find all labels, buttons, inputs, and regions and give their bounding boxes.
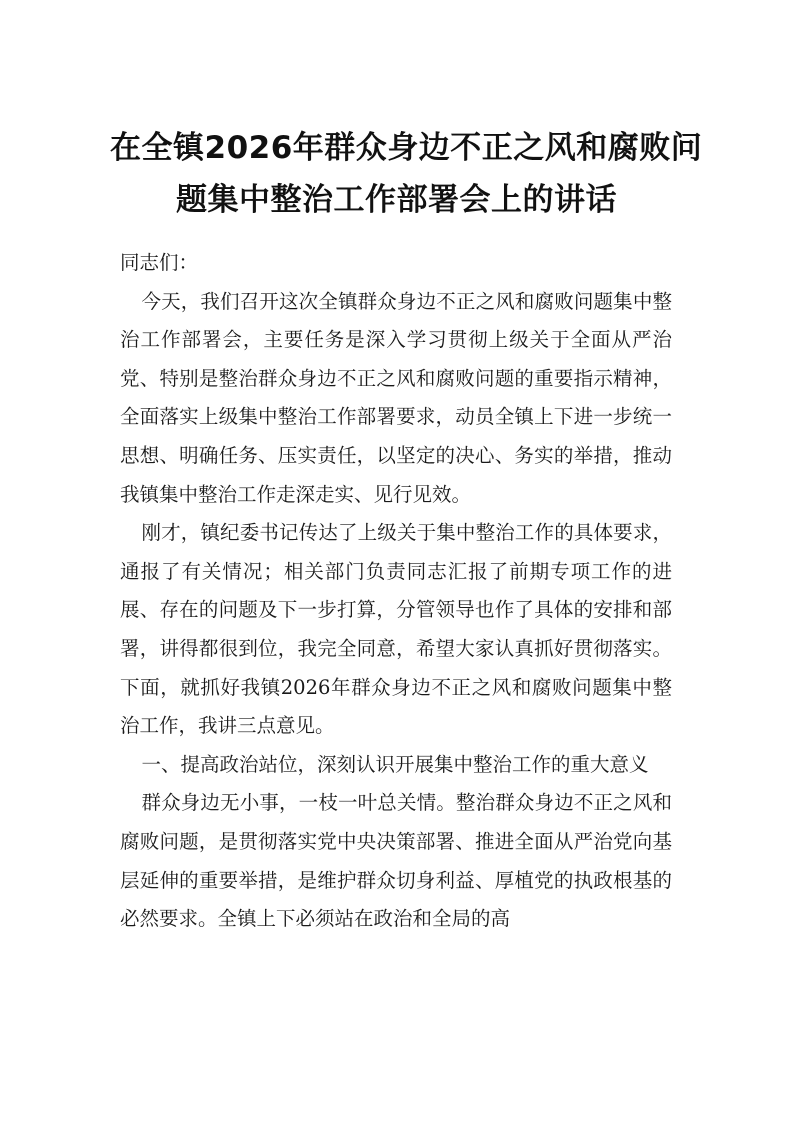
- paragraph-summary: 刚才，镇纪委书记传达了上级关于集中整治工作的具体要求，通报了有关情况；相关部门负责同志汇报了前期专项工作的进展、存在的问题及下一步打算，分管领导也作了具体的安排和部署，讲得都很到位，我完全同意，希望大家认真抓好贯彻落实。下面，就抓好我镇2026年群众身边不正之风和腐败问题集中整治工作，我讲三点意见。: [120, 521, 672, 738]
- paragraph-opening: 今天，我们召开这次全镇群众身边不正之风和腐败问题集中整治工作部署会，主要任务是深入学习贯彻上级关于全面从严治党、特别是整治群众身边不正之风和腐败问题的重要指示精神，全面落实上级集中整治工作部署要求，动员全镇上下进一步统一思想、明确任务、压实责任，以坚定的决心、务实的举措，推动我镇集中整治工作走深走实、见行见效。: [120, 289, 672, 506]
- salutation: 同志们：: [120, 251, 199, 274]
- title-line-1: 在全镇2026年群众身边不正之风和腐败问: [110, 130, 703, 166]
- paragraph-section-1: 群众身边无小事，一枝一叶总关情。整治群众身边不正之风和腐败问题，是贯彻落实党中央决策部署、推进全面从严治党向基层延伸的重要举措，是维护群众切身利益、厚植党的执政根基的必然要求。全镇上下必须站在政治和全局的高: [120, 791, 672, 931]
- document-body: [120, 244, 672, 939]
- title-line-2: 题集中整治工作部署会上的讲话: [176, 182, 617, 218]
- section-heading-1: 一、提高政治站位，深刻认识开展集中整治工作的重大意义: [141, 752, 649, 776]
- document-title: [110, 122, 703, 226]
